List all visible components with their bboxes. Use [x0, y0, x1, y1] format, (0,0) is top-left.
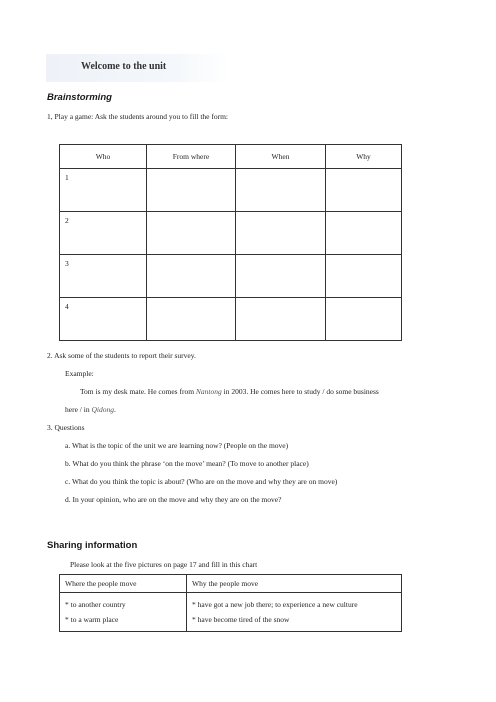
sharing-chart-table [59, 574, 402, 632]
when-cell [236, 255, 326, 298]
sharing-header-row [60, 575, 402, 593]
brainstorming-heading: Brainstorming [47, 92, 112, 103]
row-number-cell: 4 [60, 298, 147, 341]
why-cell [326, 298, 402, 341]
row-number-cell: 1 [60, 169, 147, 212]
row-number-cell: 3 [60, 255, 147, 298]
col-header-where-people-move: Where the people move [60, 575, 187, 593]
when-cell [236, 212, 326, 255]
task-1-instruction: 1, Play a game: Ask the students around you to fill the form: [47, 112, 229, 121]
table-row [60, 593, 402, 632]
why-cell [187, 593, 402, 632]
sharing-information-heading: Sharing information [47, 540, 138, 551]
col-header-when: When [236, 145, 326, 169]
example-text: Tom is my desk mate. He comes from [80, 387, 196, 396]
example-label: Example: [65, 369, 94, 378]
table-row [60, 298, 402, 341]
from-where-cell [147, 255, 236, 298]
question-c: c. What do you think the topic is about? (Who are on the move and why they are on move) [65, 477, 338, 486]
survey-form-table [59, 144, 402, 341]
why-cell [326, 169, 402, 212]
col-header-why-people-move: Why the people move [187, 575, 402, 593]
sharing-instruction: Please look at the five pictures on page 17 and fill in this chart [70, 560, 258, 569]
table-row [60, 255, 402, 298]
list-item: * have got a new job there; to experience a new culture [192, 600, 358, 609]
table-row [60, 169, 402, 212]
from-where-cell [147, 298, 236, 341]
task-2-instruction: 2. Ask some of the students to report their survey. [47, 351, 196, 360]
example-text: here / in [65, 405, 92, 414]
from-where-cell [147, 212, 236, 255]
where-cell [60, 593, 187, 632]
task-3-heading: 3. Questions [47, 423, 85, 432]
example-text: . [113, 405, 116, 414]
unit-title: Welcome to the unit [81, 61, 167, 72]
why-cell [326, 255, 402, 298]
col-header-from-where: From where [147, 145, 236, 169]
example-line-2 [65, 405, 116, 414]
list-item: * have become tired of the snow [192, 615, 290, 624]
survey-header-row [60, 145, 402, 169]
question-b: b. What do you think the phrase ‘on the move’ mean? (To move to another place) [65, 459, 309, 468]
place-name: Qidong [91, 405, 114, 414]
col-header-who: Who [60, 145, 147, 169]
col-header-why: Why [326, 145, 402, 169]
when-cell [236, 169, 326, 212]
why-cell [326, 212, 402, 255]
example-line-1 [80, 387, 379, 396]
from-where-cell [147, 169, 236, 212]
list-item: * to a warm place [65, 615, 119, 624]
place-name: Nantong [195, 387, 222, 396]
list-item: * to another country [65, 600, 126, 609]
question-a: a. What is the topic of the unit we are learning now? (People on the move) [65, 441, 289, 450]
table-row [60, 212, 402, 255]
question-d: d. In your opinion, who are on the move and why they are on the move? [65, 495, 282, 504]
row-number-cell: 2 [60, 212, 147, 255]
example-text: in 2003. He comes here to study / do some business [221, 387, 379, 396]
when-cell [236, 298, 326, 341]
